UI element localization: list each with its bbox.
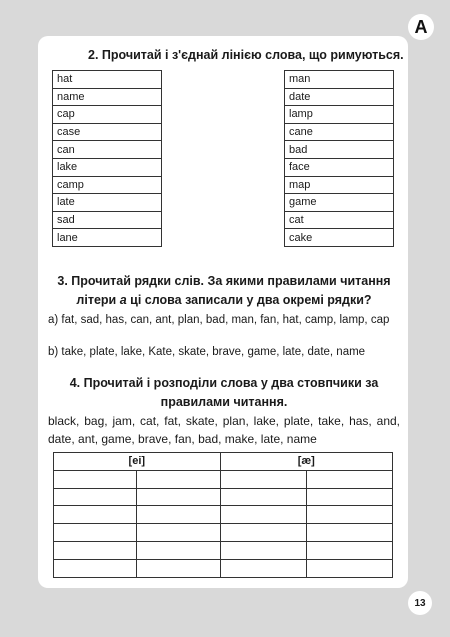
answer-cell[interactable]	[220, 506, 306, 524]
answer-row	[54, 524, 393, 542]
answer-cell[interactable]	[306, 470, 392, 488]
word-cell: hat	[53, 71, 162, 89]
word-cell: cake	[285, 229, 394, 247]
word-cell: sad	[53, 211, 162, 229]
answer-cell[interactable]	[220, 488, 306, 506]
word-cell: late	[53, 194, 162, 212]
column-header-ei: [ei]	[54, 453, 221, 471]
answer-cell[interactable]	[137, 541, 220, 559]
word-cell: man	[285, 71, 394, 89]
answer-cell[interactable]	[137, 506, 220, 524]
answer-cell[interactable]	[137, 559, 220, 577]
answer-row	[54, 541, 393, 559]
exercise-2-title: 2. Прочитай і з'єднай лінією слова, що римуються.	[88, 48, 404, 62]
answer-cell[interactable]	[54, 524, 137, 542]
answer-cell[interactable]	[306, 541, 392, 559]
exercise-3-line-b: b) take, plate, lake, Kate, skate, brave, game, late, date, name	[48, 346, 366, 358]
word-cell: bad	[285, 141, 394, 159]
word-cell: name	[53, 88, 162, 106]
answer-cell[interactable]	[306, 506, 392, 524]
answer-cell[interactable]	[220, 524, 306, 542]
logo-badge: A	[408, 14, 434, 40]
answer-cell[interactable]	[306, 488, 392, 506]
answer-row	[54, 470, 393, 488]
sorting-table[interactable]	[53, 452, 393, 578]
answer-cell[interactable]	[220, 470, 306, 488]
word-cell: cat	[285, 211, 394, 229]
answer-cell[interactable]	[54, 541, 137, 559]
word-cell: can	[53, 141, 162, 159]
answer-cell[interactable]	[306, 524, 392, 542]
column-header-ae: [æ]	[220, 453, 392, 471]
page-number: 13	[408, 591, 432, 615]
answer-cell[interactable]	[54, 559, 137, 577]
answer-cell[interactable]	[220, 559, 306, 577]
answer-cell[interactable]	[54, 488, 137, 506]
answer-cell[interactable]	[220, 541, 306, 559]
letter-a: a	[119, 293, 127, 307]
answer-cell[interactable]	[137, 524, 220, 542]
exercise-3-line-a: а) fat, sad, has, can, ant, plan, bad, man, fan, hat, camp, lamp, cap	[48, 314, 390, 326]
answer-row	[54, 506, 393, 524]
right-word-list	[284, 70, 394, 247]
answer-cell[interactable]	[137, 470, 220, 488]
answer-cell[interactable]	[306, 559, 392, 577]
word-cell: lane	[53, 229, 162, 247]
word-cell: lake	[53, 158, 162, 176]
left-word-list	[52, 70, 162, 247]
word-cell: camp	[53, 176, 162, 194]
word-cell: case	[53, 123, 162, 141]
answer-cell[interactable]	[137, 488, 220, 506]
worksheet-card	[38, 36, 408, 588]
answer-row	[54, 559, 393, 577]
word-cell: date	[285, 88, 394, 106]
answer-row	[54, 488, 393, 506]
word-cell: game	[285, 194, 394, 212]
word-cell: cane	[285, 123, 394, 141]
answer-cell[interactable]	[54, 506, 137, 524]
answer-cell[interactable]	[54, 470, 137, 488]
word-cell: face	[285, 158, 394, 176]
exercise-4-word-list: black, bag, jam, cat, fat, skate, plan, lake, plate, take, has, and, date, ant, game, brave, fan, bad, make, late, name	[48, 414, 400, 446]
exercise-3-title: 3. Прочитай рядки слів. За якими правилами читання літери a ці слова записали у два окремі рядки?	[57, 274, 391, 307]
exercise-4-title: 4. Прочитай і розподіли слова у два стовпчики за правилами читання.	[69, 376, 379, 409]
word-cell: lamp	[285, 106, 394, 124]
word-cell: map	[285, 176, 394, 194]
word-cell: cap	[53, 106, 162, 124]
